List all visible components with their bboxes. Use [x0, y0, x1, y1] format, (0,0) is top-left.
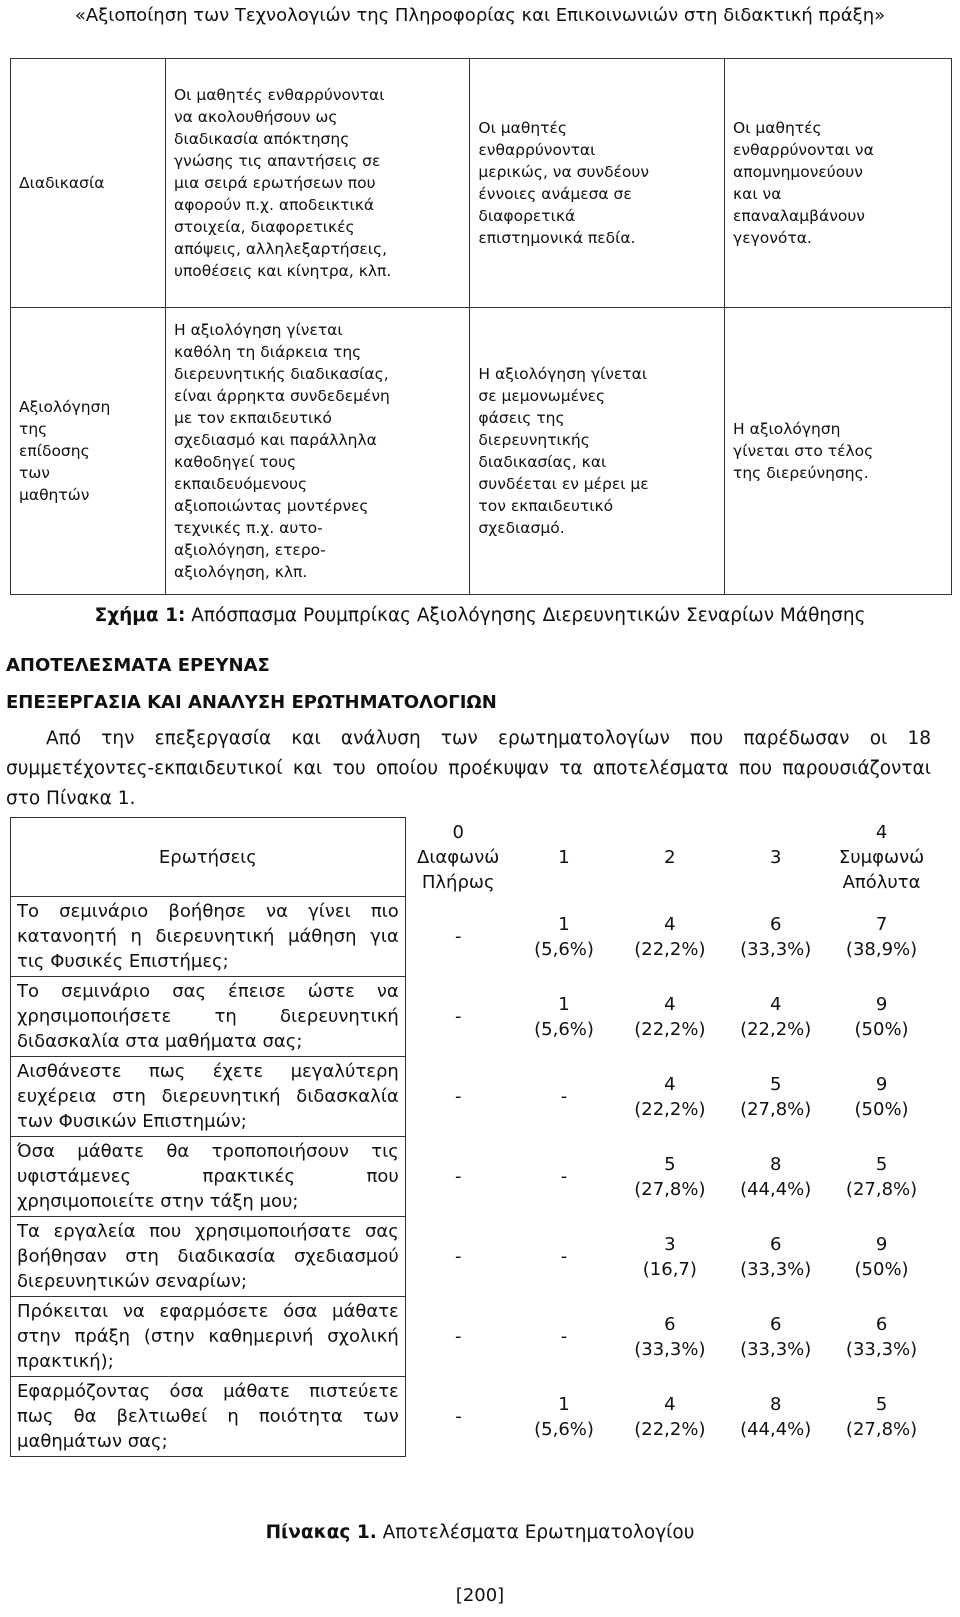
rubric-cell: Οι μαθητές ενθαρρύνονται μερικώς, να συνδέουν έννοιες ανάμεσα σε διαφορετικά επιστημονικά πεδία.: [470, 59, 725, 308]
response-percent: (22,2%): [634, 1418, 706, 1440]
response-cell: [723, 1377, 829, 1457]
response-count: 6: [769, 1313, 782, 1335]
response-percent: (50%): [854, 1098, 909, 1120]
response-count: -: [454, 926, 462, 947]
header-scale-3: 3: [769, 846, 782, 868]
response-percent: (27,8%): [845, 1178, 918, 1200]
response-cell: [829, 1217, 935, 1297]
running-header: «Αξιοποίηση των Τεχνολογιών της Πληροφορίας και Επικοινωνιών στη διδακτική πράξη»: [74, 5, 886, 26]
question-cell: Πρόκειται να εφαρμόσετε όσα μάθατε στην πράξη (στην καθημερινή σχολική πρακτική);: [11, 1297, 406, 1377]
response-cell: [405, 1057, 511, 1137]
response-count: -: [560, 1326, 568, 1347]
response-count: -: [454, 1086, 462, 1107]
response-cell: [617, 1377, 723, 1457]
response-percent: (5,6%): [534, 1018, 594, 1040]
response-cell: [511, 1217, 617, 1297]
question-cell: Εφαρμόζοντας όσα μάθατε πιστεύετε πως θα βελτιωθεί η ποιότητα των μαθημάτων σας;: [11, 1377, 406, 1457]
response-cell: [829, 1057, 935, 1137]
response-cell: [405, 1137, 511, 1217]
rubric-cell: Η αξιολόγηση γίνεται σε μεμονωμένες φάσεις της διερευνητικής διαδικασίας, και συνδέεται εν μέρει με τον εκπαιδευτικό σχεδιασμό.: [470, 308, 725, 595]
response-cell: [511, 1297, 617, 1377]
response-count: 4: [769, 993, 782, 1015]
response-cell: [723, 897, 829, 977]
response-cell: [723, 1137, 829, 1217]
response-count: 9: [875, 993, 888, 1015]
response-cell: [511, 1137, 617, 1217]
response-count: 5: [875, 1153, 888, 1175]
subsection-heading: ΕΠΕΞΕΡΓΑΣΙΑ ΚΑΙ ΑΝΑΛΥΣΗ ΕΡΩΤΗΜΑΤΟΛΟΓΙΩΝ: [6, 692, 497, 713]
response-percent: (27,8%): [740, 1098, 812, 1120]
response-percent: (5,6%): [534, 938, 594, 960]
response-count: 1: [558, 1393, 570, 1415]
response-count: 7: [875, 913, 888, 935]
header-scale-1: 1: [558, 846, 570, 868]
body-paragraph: Από την επεξεργασία και ανάλυση των ερωτηματολογίων που παρέδωσαν οι 18 συμμετέχοντες-εκπαιδευτικοί και του οποίου προέκυψαν τα αποτελέσματα που παρουσιάζονται στο Πίνακα 1.: [6, 728, 931, 809]
response-cell: [829, 977, 935, 1057]
header-scale-2: 2: [664, 846, 676, 868]
response-cell: [511, 1377, 617, 1457]
response-cell: [723, 977, 829, 1057]
question-cell: Το σεμινάριο βοήθησε να γίνει πιο κατανοητή η διερευνητική μάθηση για τις Φυσικές Επιστήμες;: [11, 897, 406, 977]
response-cell: [405, 1217, 511, 1297]
rubric-row: [11, 308, 952, 595]
response-cell: [829, 897, 935, 977]
response-percent: (44,4%): [740, 1418, 812, 1440]
response-percent: (22,2%): [740, 1018, 812, 1040]
figure-caption-label: Σχήμα 1:: [94, 605, 186, 626]
response-count: 6: [875, 1313, 888, 1335]
response-count: 5: [769, 1073, 782, 1095]
rubric-table: [10, 58, 952, 595]
table-caption-label: Πίνακας 1.: [265, 1522, 377, 1543]
question-cell: Αισθάνεστε πως έχετε μεγαλύτερη ευχέρεια στη διερευνητική διδασκαλία των Φυσικών Επιστημών;: [11, 1057, 406, 1137]
response-count: -: [454, 1006, 462, 1027]
response-count: -: [560, 1166, 568, 1187]
response-count: 5: [664, 1153, 676, 1175]
response-count: 4: [664, 1393, 676, 1415]
table-row: [11, 977, 935, 1057]
response-percent: (5,6%): [534, 1418, 594, 1440]
response-percent: (33,3%): [634, 1338, 706, 1360]
response-percent: (33,3%): [845, 1338, 918, 1360]
response-percent: (16,7): [642, 1258, 697, 1280]
rubric-row: [11, 59, 952, 308]
page-number: [200]: [455, 1585, 505, 1606]
response-count: 8: [769, 1153, 782, 1175]
response-cell: [405, 897, 511, 977]
response-count: -: [560, 1086, 568, 1107]
response-count: 3: [664, 1233, 676, 1255]
response-percent: (50%): [854, 1258, 909, 1280]
response-count: 6: [769, 1233, 782, 1255]
response-cell: [617, 1297, 723, 1377]
response-cell: [405, 1377, 511, 1457]
response-count: 4: [664, 913, 676, 935]
response-cell: [723, 1297, 829, 1377]
response-cell: [829, 1137, 935, 1217]
response-count: 1: [558, 913, 570, 935]
response-count: 8: [769, 1393, 782, 1415]
rubric-row-label: Διαδικασία: [11, 59, 166, 308]
response-cell: [511, 1057, 617, 1137]
response-cell: [511, 897, 617, 977]
table-row: [11, 1297, 935, 1377]
response-percent: (27,8%): [845, 1418, 918, 1440]
rubric-cell: Οι μαθητές ενθαρρύνονται να απομνημονεύουν και να επαναλαμβάνουν γεγονότα.: [725, 59, 952, 308]
response-cell: [617, 977, 723, 1057]
header-questions: Ερωτήσεις: [11, 818, 406, 897]
response-count: 6: [769, 913, 782, 935]
response-count: 6: [664, 1313, 676, 1335]
response-percent: (22,2%): [634, 1098, 706, 1120]
response-count: 9: [875, 1233, 888, 1255]
response-percent: (38,9%): [845, 938, 918, 960]
header-scale-4: 4 Συμφωνώ Απόλυτα: [838, 821, 925, 893]
figure-caption: [0, 603, 960, 629]
response-count: -: [454, 1166, 462, 1187]
table-row: [11, 1217, 935, 1297]
response-cell: [617, 1057, 723, 1137]
question-cell: Τα εργαλεία που χρησιμοποιήσατε σας βοήθησαν στη διαδικασία σχεδιασμού διερευνητικών σεναρίων;: [11, 1217, 406, 1297]
response-percent: (33,3%): [740, 938, 812, 960]
header-scale-0: 0 Διαφωνώ Πλήρως: [417, 821, 500, 893]
results-table: [10, 817, 935, 1457]
response-cell: [617, 897, 723, 977]
table-row: [11, 1057, 935, 1137]
response-percent: (22,2%): [634, 1018, 706, 1040]
response-percent: (22,2%): [634, 938, 706, 960]
response-cell: [405, 977, 511, 1057]
rubric-row-label: Αξιολόγηση της επίδοσης των μαθητών: [11, 308, 166, 595]
response-percent: (33,3%): [740, 1338, 812, 1360]
response-cell: [723, 1057, 829, 1137]
response-percent: (33,3%): [740, 1258, 812, 1280]
response-count: 5: [875, 1393, 888, 1415]
response-cell: [511, 977, 617, 1057]
response-count: 9: [875, 1073, 888, 1095]
section-heading: ΑΠΟΤΕΛΕΣΜΑΤΑ ΕΡΕΥΝΑΣ: [6, 655, 270, 676]
response-cell: [617, 1137, 723, 1217]
response-percent: (27,8%): [634, 1178, 706, 1200]
rubric-cell: Οι μαθητές ενθαρρύνονται να ακολουθήσουν ως διαδικασία απόκτησης γνώσης τις απαντήσεις σε μια σειρά ερωτήσεων που αφορούν π.χ. αποδεικτικά στοιχεία, διαφορετικές απόψεις, αλληλεξαρτήσεις, υποθέσεις και κίνητρα, κλπ.: [165, 59, 469, 308]
response-count: -: [454, 1326, 462, 1347]
figure-caption-text: Απόσπασμα Ρουμπρίκας Αξιολόγησης Διερευνητικών Σεναρίων Μάθησης: [185, 605, 866, 626]
response-count: -: [454, 1246, 462, 1267]
response-cell: [829, 1297, 935, 1377]
response-count: -: [560, 1246, 568, 1267]
response-percent: (44,4%): [740, 1178, 812, 1200]
response-count: 4: [664, 993, 676, 1015]
rubric-cell: Η αξιολόγηση γίνεται καθόλη τη διάρκεια της διερευνητικής διαδικασίας, είναι άρρηκτα συνδεδεμένη με τον εκπαιδευτικό σχεδιασμό και παράλληλα καθοδηγεί τους εκπαιδευόμενους αξιοποιώντας μοντέρνες τεχνικές π.χ. αυτο- αξιολόγηση, ετερο- αξιολόγηση, κλπ.: [165, 308, 469, 595]
response-count: 1: [558, 993, 570, 1015]
response-count: 4: [664, 1073, 676, 1095]
response-cell: [723, 1217, 829, 1297]
rubric-cell: Η αξιολόγηση γίνεται στο τέλος της διερεύνησης.: [725, 308, 952, 595]
response-count: -: [455, 1406, 462, 1427]
table-caption-text: Αποτελέσματα Ερωτηματολογίου: [376, 1522, 695, 1543]
response-percent: (50%): [854, 1018, 909, 1040]
table-row: [11, 1137, 935, 1217]
response-cell: [617, 1217, 723, 1297]
results-header-row: [11, 818, 935, 897]
question-cell: Το σεμινάριο σας έπεισε ώστε να χρησιμοποιήσετε τη διερευνητική διδασκαλία στα μαθήματα σας;: [11, 977, 406, 1057]
response-cell: [405, 1297, 511, 1377]
table-row: [11, 897, 935, 977]
table-row: [11, 1377, 935, 1457]
table-caption: [0, 1520, 960, 1546]
question-cell: Όσα μάθατε θα τροποποιήσουν τις υφιστάμενες πρακτικές που χρησιμοποιείτε στην τάξη μου;: [11, 1137, 406, 1217]
response-cell: [829, 1377, 935, 1457]
